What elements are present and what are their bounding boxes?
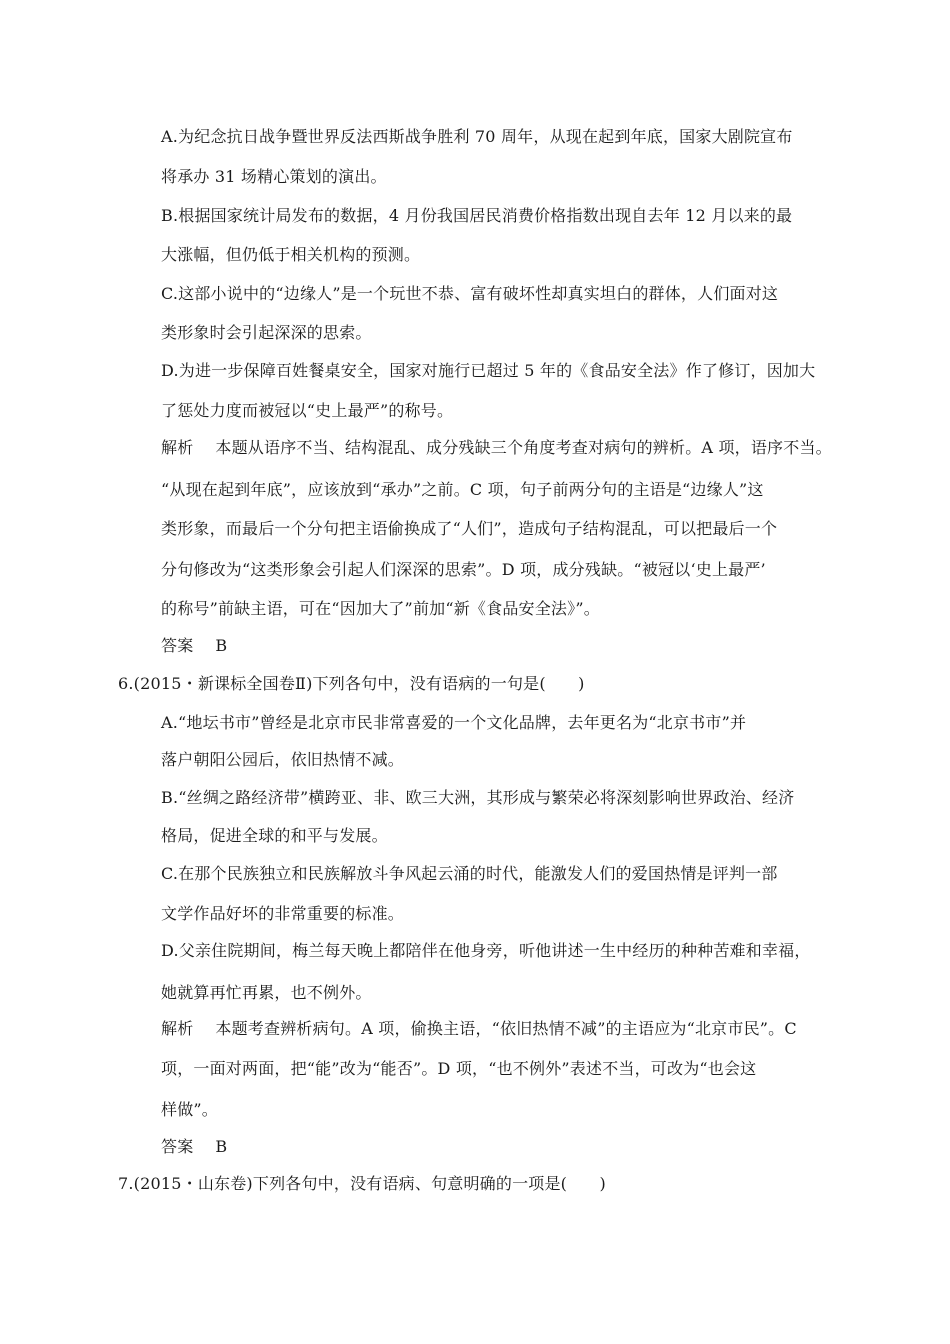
analysis-text: 本题从语序不当、结构混乱、成分残缺三个角度考查对病句的辨析。A 项，语序不当。 bbox=[215, 438, 832, 457]
q6-analysis-line1 bbox=[161, 1019, 797, 1039]
q6-stem: 6.(2015・新课标全国卷Ⅱ)下列各句中，没有语病的一句是( ) bbox=[118, 674, 585, 693]
q5-option-b-line1: B.根据国家统计局发布的数据，4 月份我国居民消费价格指数出现自去年 12 月以来的最 bbox=[161, 206, 793, 225]
q5-option-d-line1: D.为进一步保障百姓餐桌安全，国家对施行已超过 5 年的《食品安全法》作了修订，因加大 bbox=[161, 361, 816, 380]
q5-analysis-line5: 的称号”前缺主语，可在“因加大了”前加“新《食品安全法》”。 bbox=[161, 599, 600, 618]
q6-option-d-line1: D.父亲住院期间，梅兰每天晚上都陪伴在他身旁，听他讲述一生中经历的种种苦难和幸福， bbox=[161, 941, 811, 960]
q5-option-c-line2: 类形象时会引起深深的思索。 bbox=[161, 323, 372, 342]
answer-label: 答案 bbox=[161, 636, 194, 655]
analysis-text: 本题考查辨析病句。A 项，偷换主语，“依旧热情不减”的主语应为“北京市民”。C bbox=[215, 1019, 797, 1038]
q6-analysis-line2: 项，一面对两面，把“能”改为“能否”。D 项，“也不例外”表述不当，可改为“也会这 bbox=[161, 1059, 757, 1078]
q5-analysis-line2: “从现在起到年底”，应该放到“承办”之前。C 项，句子前两分句的主语是“边缘人”这 bbox=[161, 480, 764, 499]
q6-option-b-line1: B.“丝绸之路经济带”横跨亚、非、欧三大洲，其形成与繁荣必将深刻影响世界政治、经济 bbox=[161, 788, 795, 807]
q5-option-a-line2: 将承办 31 场精心策划的演出。 bbox=[161, 167, 387, 186]
answer-value: B bbox=[215, 1137, 228, 1156]
q5-option-d-line2: 了惩处力度而被冠以“史上最严”的称号。 bbox=[161, 401, 454, 420]
q6-option-b-line2: 格局，促进全球的和平与发展。 bbox=[161, 826, 388, 845]
q6-option-d-line2: 她就算再忙再累，也不例外。 bbox=[161, 983, 372, 1002]
q6-option-c-line2: 文学作品好坏的非常重要的标准。 bbox=[161, 904, 405, 923]
q5-analysis-line3: 类形象，而最后一个分句把主语偷换成了“人们”，造成句子结构混乱，可以把最后一个 bbox=[161, 519, 778, 538]
q5-answer bbox=[161, 636, 227, 656]
answer-value: B bbox=[215, 636, 228, 655]
q6-analysis-line3: 样做”。 bbox=[161, 1100, 218, 1119]
q6-answer bbox=[161, 1137, 227, 1157]
q5-analysis-line1 bbox=[161, 438, 832, 458]
q6-option-c-line1: C.在那个民族独立和民族解放斗争风起云涌的时代，能激发人们的爱国热情是评判一部 bbox=[161, 864, 778, 883]
q5-analysis-line4: 分句修改为“这类形象会引起人们深深的思索”。D 项，成分残缺。“被冠以‘史上最严’ bbox=[161, 560, 766, 579]
q7-stem: 7.(2015・山东卷)下列各句中，没有语病、句意明确的一项是( ) bbox=[118, 1174, 606, 1193]
analysis-label: 解析 bbox=[161, 1019, 194, 1038]
q5-option-b-line2: 大涨幅，但仍低于相关机构的预测。 bbox=[161, 245, 421, 264]
answer-label: 答案 bbox=[161, 1137, 194, 1156]
q5-option-c-line1: C.这部小说中的“边缘人”是一个玩世不恭、富有破坏性却真实坦白的群体，人们面对这 bbox=[161, 284, 779, 303]
q6-option-a-line2: 落户朝阳公园后，依旧热情不减。 bbox=[161, 750, 405, 769]
q5-option-a-line1: A.为纪念抗日战争暨世界反法西斯战争胜利 70 周年，从现在起到年底，国家大剧院宣布 bbox=[161, 127, 793, 146]
q6-option-a-line1: A.“地坛书市”曾经是北京市民非常喜爱的一个文化品牌，去年更名为“北京书市”并 bbox=[161, 713, 747, 732]
analysis-label: 解析 bbox=[161, 438, 194, 457]
